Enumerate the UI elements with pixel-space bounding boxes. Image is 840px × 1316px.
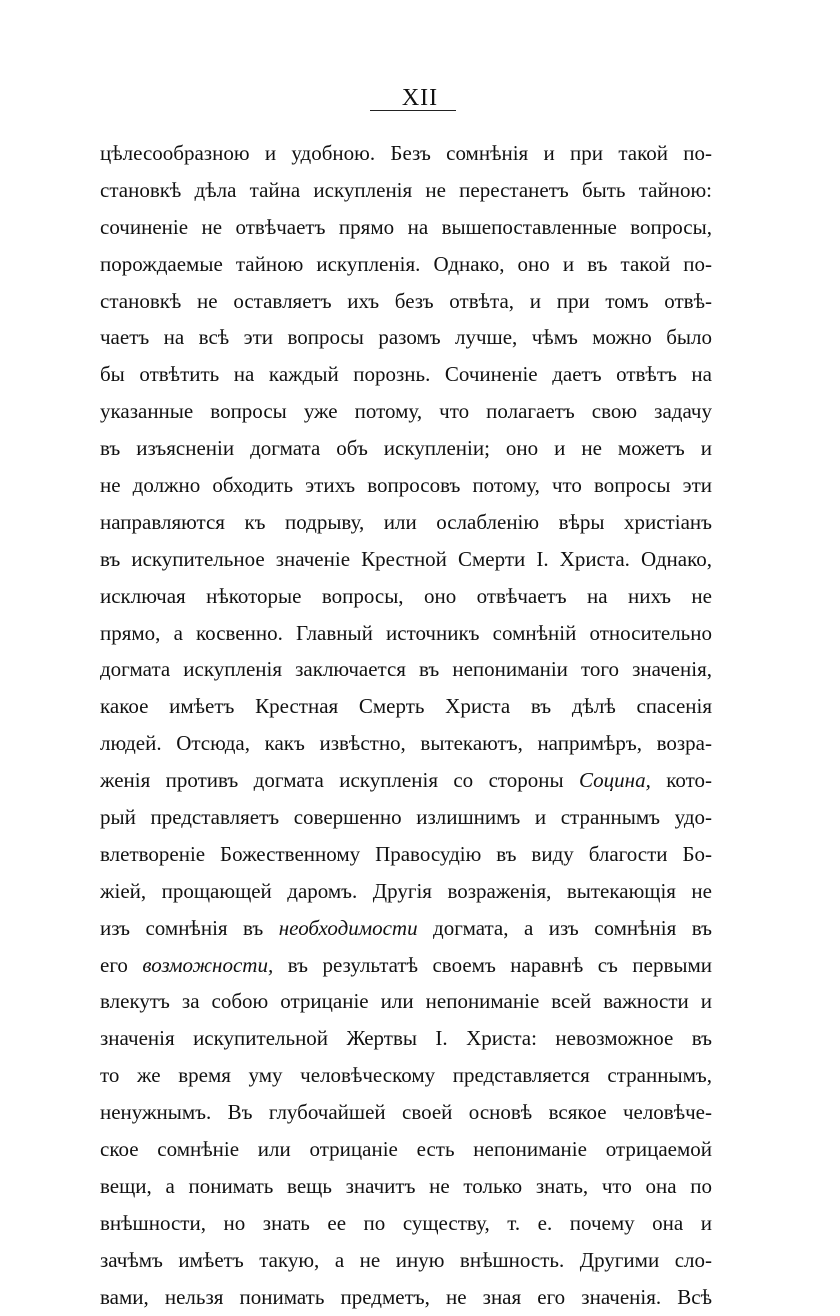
text-line <box>100 135 712 172</box>
page-number: XII <box>401 85 439 111</box>
body-text <box>100 135 712 1316</box>
text-line <box>100 283 712 320</box>
text-line <box>100 1205 712 1242</box>
text-line <box>100 651 712 688</box>
text-segment: значенія искупительной Жертвы І. Христа: невозможное въ <box>100 1026 712 1051</box>
text-line <box>100 910 712 947</box>
text-segment: зачѣмъ имѣетъ такую, а не иную внѣшность. Другими сло- <box>100 1247 712 1272</box>
text-segment: чаетъ на всѣ эти вопросы разомъ лучше, чѣмъ можно было <box>100 325 712 350</box>
text-segment: внѣшности, но знать ее по существу, т. е. почему она и <box>100 1210 712 1235</box>
text-segment: вещи, а понимать вещь значитъ не только знать, что она по <box>100 1173 712 1198</box>
text-segment: вами, нельзя понимать предметъ, не зная его значенія. Всѣ <box>100 1284 712 1309</box>
text-line <box>100 947 712 984</box>
text-segment: бы отвѣтить на каждый порознь. Сочиненіе даетъ отвѣтъ на <box>100 362 712 387</box>
text-segment: становкѣ дѣла тайна искупленія не перестанетъ быть тайною: <box>100 177 712 202</box>
text-line <box>100 762 712 799</box>
text-line <box>100 172 712 209</box>
text-line <box>100 209 712 246</box>
text-segment: людей. Отсюда, какъ извѣстно, вытекаютъ, напримѣръ, возра- <box>100 731 712 756</box>
italic-text: необходимости <box>278 915 418 940</box>
text-line <box>100 430 712 467</box>
text-line <box>100 836 712 873</box>
text-segment: въ изъясненіи догмата объ искупленіи; оно и не можетъ и <box>100 436 712 461</box>
text-line <box>100 1242 712 1279</box>
text-line <box>100 504 712 541</box>
text-line <box>100 1168 712 1205</box>
text-line <box>100 615 712 652</box>
text-line <box>100 983 712 1020</box>
text-segment: влетвореніе Божественному Правосудію въ виду благости Бо- <box>100 841 712 866</box>
text-segment: жіей, прощающей даромъ. Другія возраженія, вытекающія не <box>100 878 712 903</box>
text-segment: рый представляетъ совершенно излишнимъ и страннымъ удо- <box>100 805 712 830</box>
text-line <box>100 467 712 504</box>
text-segment: влекутъ за собою отрицаніе или непониманіе всей важности и <box>100 989 712 1014</box>
text-line <box>100 578 712 615</box>
text-line <box>100 1279 712 1316</box>
text-segment: его <box>100 952 143 977</box>
text-segment: прямо, а косвенно. Главный источникъ сомнѣній относительно <box>100 620 712 645</box>
text-segment: порождаемые тайною искупленія. Однако, оно и въ такой по- <box>100 251 712 276</box>
text-line <box>100 688 712 725</box>
text-line <box>100 1131 712 1168</box>
text-line <box>100 246 712 283</box>
text-line <box>100 319 712 356</box>
text-segment: ненужнымъ. Въ глубочайшей своей основѣ всякое человѣче- <box>100 1100 712 1125</box>
text-segment: сочиненіе не отвѣчаетъ прямо на вышепоставленные вопросы, <box>100 214 712 239</box>
text-segment: указанные вопросы уже потому, что полагаетъ свою задачу <box>100 399 712 424</box>
text-segment: исключая нѣкоторые вопросы, оно отвѣчаетъ на нихъ не <box>100 583 712 608</box>
text-line <box>100 1020 712 1057</box>
text-line <box>100 1094 712 1131</box>
text-segment: то же время уму человѣческому представляется страннымъ, <box>100 1063 712 1088</box>
text-line <box>100 541 712 578</box>
text-line <box>100 356 712 393</box>
text-line <box>100 799 712 836</box>
text-segment: какое имѣетъ Крестная Смерть Христа въ дѣлѣ спасенія <box>100 694 712 719</box>
text-segment: изъ сомнѣнія въ <box>100 915 279 940</box>
text-segment: ское сомнѣніе или отрицаніе есть непониманіе отрицаемой <box>100 1137 712 1162</box>
text-line <box>100 1057 712 1094</box>
text-segment: въ результатѣ своемъ наравнѣ съ первыми <box>273 952 712 977</box>
text-segment: становкѣ не оставляетъ ихъ безъ отвѣта, и при томъ отвѣ- <box>100 288 712 313</box>
text-segment: кото- <box>650 768 712 793</box>
text-segment: женія противъ догмата искупленія со стороны <box>100 768 580 793</box>
text-segment: догмата искупленія заключается въ непониманіи того значенія, <box>100 657 712 682</box>
italic-text: Социна, <box>579 768 651 793</box>
text-segment: направляются къ подрыву, или ослабленію вѣры христіанъ <box>100 509 712 534</box>
text-line <box>100 873 712 910</box>
text-line <box>100 393 712 430</box>
text-segment: въ искупительное значеніе Крестной Смерти І. Христа. Однако, <box>100 546 712 571</box>
text-segment: догмата, а изъ сомнѣнія въ <box>417 915 712 940</box>
text-segment: не должно обходить этихъ вопросовъ потому, что вопросы эти <box>100 473 712 498</box>
header-rule <box>370 110 456 111</box>
text-line <box>100 725 712 762</box>
text-segment: цѣлесообразною и удобною. Безъ сомнѣнія и при такой по- <box>100 141 712 165</box>
italic-text: возможности, <box>142 952 274 977</box>
